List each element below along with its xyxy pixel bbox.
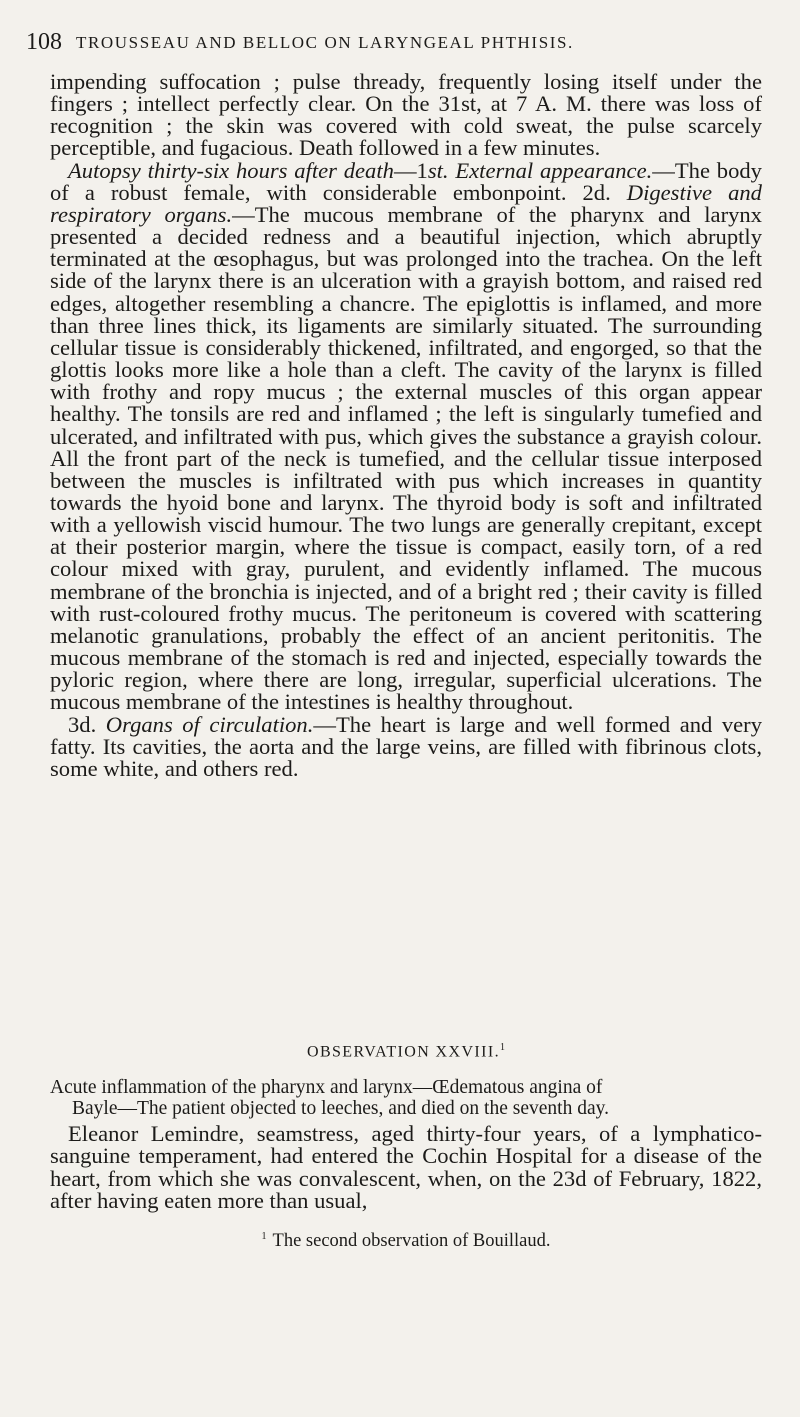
summary-line-1: Acute inflammation of the pharynx and larynx—Œdematous angina of	[50, 1077, 603, 1098]
body-paragraph	[50, 711, 763, 781]
case-paragraph: Eleanor Lemindre, seamstress, aged thirty-four years, of a lymphatico-sanguine temperament, had entered the Cochin Hospital for a disease of the heart, from which she was convalescent, when, on the 23d of February, 1822, after having eaten more than usual,	[50, 1121, 762, 1213]
footnote-mark: 1	[261, 1231, 267, 1242]
running-title: TROUSSEAU AND BELLOC ON LARYNGEAL PHTHISIS.	[76, 33, 574, 52]
text-run: impending suffocation ; pulse thready, frequently losing itself under the fingers ; intellect perfectly clear. On the 31st, at 7 A. M. there was loss of recognition ; the skin was covered with cold sweat, the pulse scarcely perceptible, and fugacious. Death followed in a few minutes.	[50, 69, 762, 161]
observation-summary	[50, 1077, 762, 1119]
italic-run: Autopsy thirty-six hours after death	[68, 157, 394, 183]
footnote-text: The second observation of Bouillaud.	[272, 1231, 551, 1252]
italic-run: Organs of circulation.	[105, 711, 314, 737]
body-paragraph	[50, 71, 762, 160]
summary-line-2: Bayle—The patient objected to leeches, and died on the seventh day.	[72, 1098, 609, 1119]
observation-heading	[50, 1042, 762, 1061]
observation-title: OBSERVATION XXVIII.	[306, 1043, 501, 1061]
text-run: 3d.	[68, 711, 106, 737]
text-run: —1	[393, 157, 428, 183]
footnote-reference: 1	[500, 1042, 506, 1053]
main-text	[50, 71, 762, 780]
footnote	[50, 1226, 762, 1252]
italic-run: Digestive and respiratory organs.	[50, 179, 762, 227]
text-run: —The mucous membrane of the pharynx and larynx presented a decided redness and a beautiful injection, which abruptly terminated at the œsophagus, but was prolonged into the trachea. On the left side of the larynx there is an ulceration with a grayish bottom, and raised red edges, altogether resembling a chancre. The epiglottis is inflamed, and more than three lines thick, its ligaments are similarly situated. The surrounding cellular tissue is considerably thickened, infiltrated, and engorged, so that the glottis looks more like a hole than a cleft. The cavity of the larynx is filled with frothy and ropy mucus ; the external muscles of this organ appear healthy. The tonsils are red and inflamed ; the left is singularly tumefied and ulcerated, and infiltrated with pus, which gives the substance a grayish colour. All the front part of the neck is tumefied, and the cellular tissue interposed between the muscles is infiltrated with pus which increases in quantity towards the hyoid bone and larynx. The thyroid body is soft and infiltrated with a yellowish viscid humour. The two lungs are generally crepitant, except at their posterior margin, where the tissue is compact, easily torn, of a red colour mixed with gray, purulent, and evidently inflamed. The mucous membrane of the bronchia is injected, and of a bright red ; their cavity is filled with rust-coloured frothy mucus. The peritoneum is covered with scattering melanotic granulations, probably the effect of an ancient peritonitis. The mucous membrane of the stomach is red and injected, especially towards the pyloric region, where there are long, irregular, superficial ulcerations. The mucous membrane of the intestines is healthy throughout.	[50, 201, 762, 715]
body-paragraph	[50, 157, 762, 715]
text-run: —The body of a robust female, with considerable embonpoint. 2d.	[50, 157, 762, 205]
page-number: 108	[26, 29, 62, 55]
italic-run: st. External appearance.	[427, 157, 653, 183]
text-run: —The heart is large and well formed and very fatty. Its cavities, the aorta and the large veins, are filled with fibrinous clots, some white, and others red.	[50, 711, 763, 781]
running-header	[26, 28, 766, 55]
